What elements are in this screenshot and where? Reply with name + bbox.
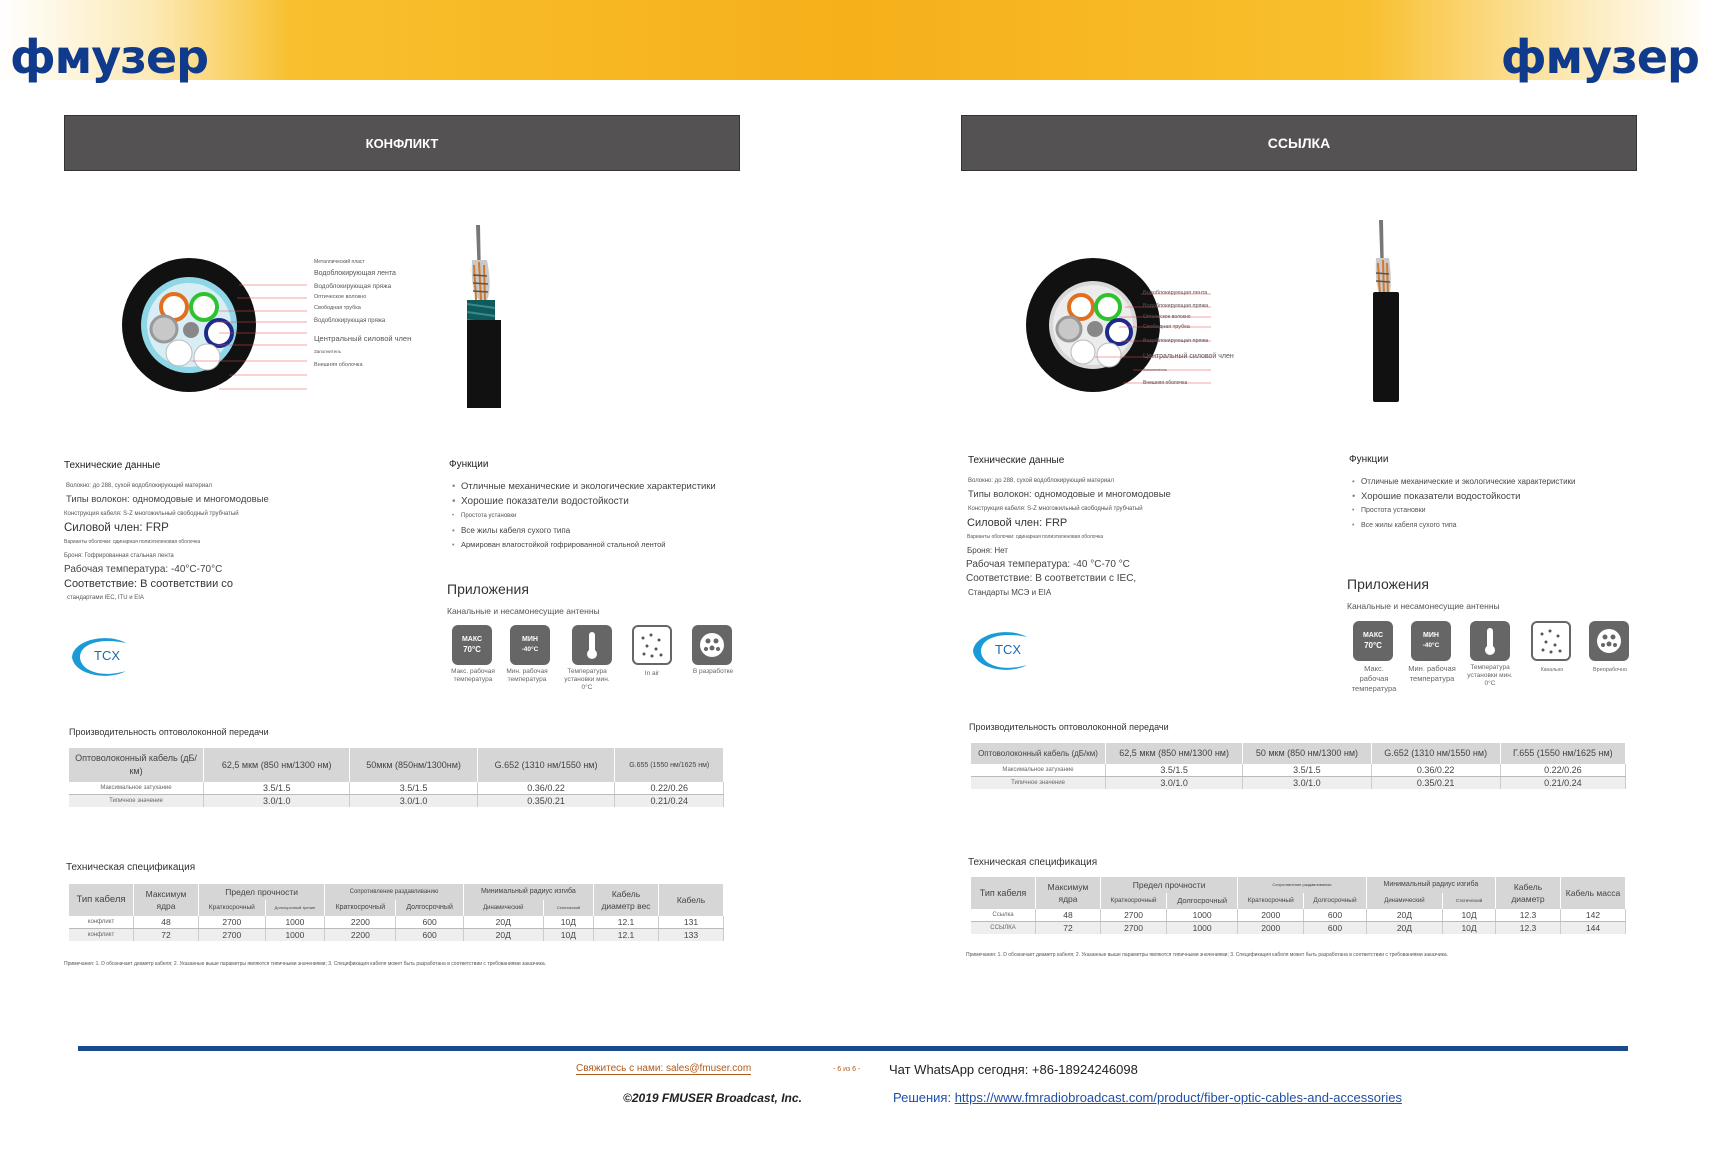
tech-line: Стандарты МСЭ и EIA [968, 588, 1052, 597]
footer-rule [78, 1046, 1628, 1051]
in-air-icon [632, 625, 672, 665]
tcx-text: TCX [995, 642, 1021, 657]
table-cell: Ссылка [971, 909, 1036, 922]
tech-line: Рабочая температура: -40°C-70°C [64, 564, 223, 575]
table-header: G.652 (1310 нм/1550 нм) [1371, 743, 1500, 764]
table-cell: Типичное значение [69, 795, 204, 808]
table-cell: 0.21/0.24 [1500, 777, 1625, 790]
features-heading: Функции [1349, 454, 1389, 465]
contact-email-link[interactable]: Свяжитесь с нами: sales@fmuser.com [576, 1063, 752, 1074]
icon-caption: Макс. рабочая температура [1351, 664, 1397, 693]
icon-caption: Мин. рабочая температура [506, 668, 548, 683]
tech-heading: Технические данные [968, 455, 1065, 466]
table-subheader: Статический [1443, 893, 1496, 909]
page-number: - 6 из 6 - [833, 1066, 861, 1073]
table-cell: конфликт [69, 916, 134, 929]
table-header: Кабель масса [1561, 877, 1626, 909]
table-cell: 0.21/0.24 [615, 795, 724, 808]
duct-icon [692, 625, 732, 665]
cross-label: Внешняя оболочка [314, 362, 363, 368]
table-subheader: Долгосрочный [1167, 893, 1238, 909]
application-icons [452, 625, 742, 700]
table-subheader: Краткосрочный [199, 900, 266, 916]
table-header: 62,5 мкм (850 нм/1300 нм) [204, 748, 350, 782]
table-cell: 10Д [543, 916, 593, 929]
table-subheader: Долгосрочный [1304, 893, 1366, 909]
icon-top-text: МИН [522, 636, 538, 643]
cross-label: Заполнитель [314, 349, 342, 354]
cross-label: Центральный силовой член [314, 334, 412, 343]
table-row [971, 764, 1626, 777]
feature-item: • Отличные механические и экологические характеристики [1349, 475, 1639, 490]
table-cell: 2700 [1101, 909, 1167, 922]
tech-line: Конструкция кабеля: S-Z многожильный свободный трубчатый [968, 506, 1143, 512]
table-cell: 10Д [1443, 922, 1496, 935]
table-cell: 20Д [1366, 909, 1442, 922]
table-cell: 3.5/1.5 [350, 782, 477, 795]
table-cell: 600 [1304, 922, 1366, 935]
table-cell: 1000 [265, 916, 325, 929]
icon-caption: Мин. рабочая температура [1408, 664, 1456, 683]
table-header: 50мкм (850нм/1300нм) [350, 748, 477, 782]
icon-caption: Температура установки мин. 0°C [1467, 664, 1513, 687]
table-header: Тип кабеля [69, 884, 134, 916]
icon-caption: Канально [1540, 667, 1564, 673]
thermometer-icon [572, 625, 612, 665]
table-cell: 0.35/0.21 [1371, 777, 1500, 790]
table-cell: 3.5/1.5 [1243, 764, 1371, 777]
cross-label: Свободная трубка [1143, 324, 1190, 330]
table-cell: 12.3 [1496, 909, 1561, 922]
cross-label: Водоблокирующая пряжа [1143, 303, 1209, 309]
tcx-text: TCX [94, 648, 120, 663]
tech-line: Волокно: до 288, сухой водоблокирующий материал [968, 478, 1115, 484]
icon-bottom-text: -40°C [521, 646, 539, 653]
tech-line: Соответствие: В соответствии с IEC, [966, 573, 1137, 584]
table-header: 50 мкм (850 нм/1300 нм) [1243, 743, 1371, 764]
cable-image [459, 220, 519, 410]
table-row [69, 929, 724, 942]
table-header: Сопротивление раздавливанию [325, 884, 464, 900]
table-cell: Типичное значение [971, 777, 1106, 790]
feature-item: • Все жилы кабеля сухого типа [1349, 519, 1639, 534]
table-cell: 12.1 [594, 916, 659, 929]
table-cell: 3.0/1.0 [204, 795, 350, 808]
tcx-logo [68, 635, 130, 679]
icon-caption: Вреорабочно [1592, 667, 1627, 673]
applications-heading: Приложения [1347, 576, 1429, 592]
table-cell: ССЫЛКА [971, 922, 1036, 935]
table-cell: 2200 [325, 916, 396, 929]
cross-label: Водоблокирующая лента [1143, 290, 1208, 296]
table-subheader: Краткосрочный [325, 900, 396, 916]
cross-label: Металлический пласт [314, 259, 365, 265]
technical-data [64, 459, 404, 605]
feature-item: • Хорошие показатели водостойкости [449, 495, 739, 510]
table-cell: 2200 [325, 929, 396, 942]
table-cell: 1000 [265, 929, 325, 942]
table-cell: 10Д [1443, 909, 1496, 922]
cable-image [1361, 218, 1421, 408]
tech-line: Варианты оболочки: одинарная полиэтиленовая оболочка [967, 534, 1104, 540]
performance-heading: Производительность оптоволоконной передачи [969, 722, 1169, 732]
cable-cross-section [1023, 257, 1283, 397]
table-cell: 3.5/1.5 [1106, 764, 1243, 777]
table-cell: 1000 [1167, 922, 1238, 935]
table-cell: Максимальное затухание [69, 782, 204, 795]
tech-line: Броня: Гофрированная стальная лента [64, 553, 174, 559]
table-header: Кабель [659, 884, 724, 916]
table-cell: 20Д [463, 929, 543, 942]
table-header: Кабель диаметр [1496, 877, 1561, 909]
table-cell: 0.36/0.22 [1371, 764, 1500, 777]
applications-heading: Приложения [447, 581, 529, 597]
logo-right: фмузер [1500, 30, 1699, 84]
panel-title: ССЫЛКА [961, 115, 1637, 171]
solutions-url[interactable]: https://www.fmradiobroadcast.com/product/fiber-optic-cables-and-accessories [954, 1090, 1402, 1105]
cross-label: Водоблокирующая лента [314, 270, 396, 277]
feature-item: • Хорошие показатели водостойкости [1349, 490, 1639, 505]
table-cell: 0.22/0.26 [615, 782, 724, 795]
table-subheader: Долгосрочный трение [265, 900, 325, 916]
table-header: Максимум ядра [134, 884, 199, 916]
icon-bottom-text: 70°C [463, 645, 481, 654]
table-header: Оптоволоконный кабель (дБ/км) [69, 748, 204, 782]
tech-line: Броня: Нет [967, 546, 1008, 555]
cable-cross-section [119, 255, 412, 395]
copyright: ©2019 FMUSER Broadcast, Inc. [623, 1091, 802, 1105]
table-header: Тип кабеля [971, 877, 1036, 909]
tcx-logo [969, 629, 1031, 673]
table-cell: 144 [1561, 922, 1626, 935]
table-header: Сопротивление раздавливанию [1238, 877, 1367, 893]
table-cell: 600 [1304, 909, 1366, 922]
table-cell: Максимальное затухание [971, 764, 1106, 777]
table-header: 62,5 мкм (850 нм/1300 нм) [1106, 743, 1243, 764]
table-cell: 600 [396, 916, 463, 929]
tech-line: Соответствие: В соответствии со [64, 578, 234, 590]
table-header: Минимальный радиус изгиба [463, 884, 593, 900]
tech-line: Силовой член: FRP [64, 522, 169, 534]
feature-item: • Простота установки [1349, 504, 1639, 519]
feature-item: • Простота установки [449, 509, 739, 524]
table-header: Предел прочности [1101, 877, 1238, 893]
applications-subtitle: Канальные и несамонесущие антенны [1347, 601, 1500, 611]
table-cell: 2700 [199, 929, 266, 942]
performance-table [69, 748, 724, 807]
icon-top-text: МАКС [461, 636, 483, 643]
applications-subtitle: Канальные и несамонесущие антенны [447, 606, 600, 616]
solutions-label: Решения: [893, 1090, 955, 1105]
table-note: Примечания: 1. D обозначает диаметр кабеля; 2. Указанные выше параметры являются типичными значениями; 3. Спецификация кабеля может быть разработана в соответствии с требованиями заказчика. [64, 961, 547, 967]
technical-data [961, 454, 1301, 600]
table-cell: 3.0/1.0 [1106, 777, 1243, 790]
table-row [971, 922, 1626, 935]
performance-table [971, 743, 1626, 789]
tech-line: Рабочая температура: -40 °C-70 °C [966, 559, 1130, 570]
table-cell: 12.1 [594, 929, 659, 942]
features [1349, 454, 1639, 533]
table-cell: 133 [659, 929, 724, 942]
table-cell: 0.35/0.21 [477, 795, 615, 808]
min-temp-icon [510, 625, 550, 665]
table-cell: 2000 [1238, 909, 1304, 922]
table-cell: 12.3 [1496, 922, 1561, 935]
table-note: Примечания: 1. D обозначает диаметр кабеля; 2. Указанные выше параметры являются типичными значениями; 3. Спецификация кабеля может быть разработана в соответствии с требованиями заказчика. [966, 952, 1449, 958]
table-cell: 3.0/1.0 [350, 795, 477, 808]
cross-label: Оптическое волокно [314, 294, 367, 300]
table-header: Оптоволоконный кабель (дБ/км) [971, 743, 1106, 764]
logo-left: фмузер [10, 30, 209, 84]
table-cell: конфликт [69, 929, 134, 942]
table-cell: 2700 [1101, 922, 1167, 935]
table-subheader: Долгосрочный [396, 900, 463, 916]
feature-item: • Все жилы кабеля сухого типа [449, 524, 739, 539]
application-icons [1353, 621, 1643, 696]
cross-label: Свободная трубка [314, 305, 361, 311]
table-cell: 48 [134, 916, 199, 929]
icon-caption: В разработке [692, 668, 734, 675]
tech-line: Силовой член: FRP [967, 517, 1068, 529]
table-header: G.655 (1550 нм/1625 нм) [615, 748, 724, 782]
tech-heading: Технические данные [64, 460, 161, 471]
table-row [971, 909, 1626, 922]
cross-label: Водоблокирующая пряжа [314, 318, 386, 324]
non-self-supporting-icon [1589, 621, 1629, 661]
icon-caption: In air [644, 670, 660, 677]
spec-table [971, 877, 1626, 934]
tech-line: Типы волокон: одномодовые и многомодовые [968, 489, 1171, 500]
max-temp-icon [1353, 621, 1393, 661]
table-row [69, 795, 724, 808]
panel-left [64, 115, 740, 1075]
thermometer-icon [1470, 621, 1510, 661]
cross-label: Водоблокирующая пряжа [1143, 338, 1209, 344]
table-cell: 20Д [463, 916, 543, 929]
panel-right [961, 115, 1637, 1075]
feature-item: • Отличные механические и экологические характеристики [449, 480, 739, 495]
table-cell: 48 [1036, 909, 1101, 922]
table-row [69, 916, 724, 929]
icon-bottom-text: -40°C [1422, 642, 1440, 649]
table-cell: 131 [659, 916, 724, 929]
table-cell: 0.36/0.22 [477, 782, 615, 795]
table-row [971, 777, 1626, 790]
table-header: G.652 (1310 нм/1550 нм) [477, 748, 615, 782]
table-cell: 10Д [543, 929, 593, 942]
table-subheader: Статический [543, 900, 593, 916]
panel-title: КОНФЛИКТ [64, 115, 740, 171]
cross-label: Заполнитель [1143, 367, 1168, 372]
table-header: Предел прочности [199, 884, 325, 900]
table-header: Минимальный радиус изгиба [1366, 877, 1495, 893]
performance-heading: Производительность оптоволоконной передачи [69, 727, 269, 737]
tech-line: Конструкция кабеля: S-Z многожильный свободный трубчатый [64, 511, 239, 517]
table-subheader: Динамический [463, 900, 543, 916]
table-cell: 3.5/1.5 [204, 782, 350, 795]
table-cell: 0.22/0.26 [1500, 764, 1625, 777]
icon-top-text: МАКС [1362, 632, 1384, 639]
table-cell: 142 [1561, 909, 1626, 922]
cross-label: Внешняя оболочка [1143, 380, 1188, 386]
tech-line: стандартами IEC, ITU и EIA [67, 595, 144, 601]
table-cell: 2700 [199, 916, 266, 929]
header-banner [0, 0, 1709, 80]
table-cell: 20Д [1366, 922, 1442, 935]
tech-line: Волокно: до 288, сухой водоблокирующий материал [66, 483, 213, 489]
table-header: Г.655 (1550 нм/1625 нм) [1500, 743, 1625, 764]
icon-bottom-text: 70°C [1364, 641, 1382, 650]
icon-caption: Температура установки мин. 0°C [564, 668, 610, 691]
table-row [69, 782, 724, 795]
table-subheader: Краткосрочный [1101, 893, 1167, 909]
table-subheader: Динамический [1366, 893, 1442, 909]
table-header: Кабель диаметр вес [594, 884, 659, 916]
table-cell: 72 [134, 929, 199, 942]
solutions-link[interactable] [893, 1090, 1402, 1105]
table-cell: 72 [1036, 922, 1101, 935]
cross-label: Водоблокирующая пряжа [314, 283, 392, 290]
table-cell: 3.0/1.0 [1243, 777, 1371, 790]
tech-line: Типы волокон: одномодовые и многомодовые [66, 494, 269, 505]
feature-item: • Армирован влагостойкой гофрированной стальной лентой [449, 538, 739, 553]
table-cell: 600 [396, 929, 463, 942]
cross-label: Центральный силовой член [1143, 353, 1234, 360]
whatsapp-contact[interactable]: Чат WhatsApp сегодня: +86-18924246098 [889, 1062, 1138, 1077]
table-subheader: Краткосрочный [1238, 893, 1304, 909]
spec-heading: Техническая спецификация [66, 862, 196, 873]
features [449, 459, 739, 553]
icon-top-text: МИН [1423, 632, 1439, 639]
spec-heading: Техническая спецификация [968, 857, 1098, 868]
duct-icon [1531, 621, 1571, 661]
min-temp-icon [1411, 621, 1451, 661]
table-cell: 2000 [1238, 922, 1304, 935]
spec-table [69, 884, 724, 941]
features-heading: Функции [449, 459, 489, 470]
tech-line: Варианты оболочки: одинарная полиэтиленовая оболочка [64, 539, 201, 545]
table-header: Максимум ядра [1036, 877, 1101, 909]
max-temp-icon [452, 625, 492, 665]
icon-caption: Макс. рабочая температура [451, 668, 495, 683]
cross-label: Оптическое волокно [1143, 314, 1191, 320]
table-cell: 1000 [1167, 909, 1238, 922]
